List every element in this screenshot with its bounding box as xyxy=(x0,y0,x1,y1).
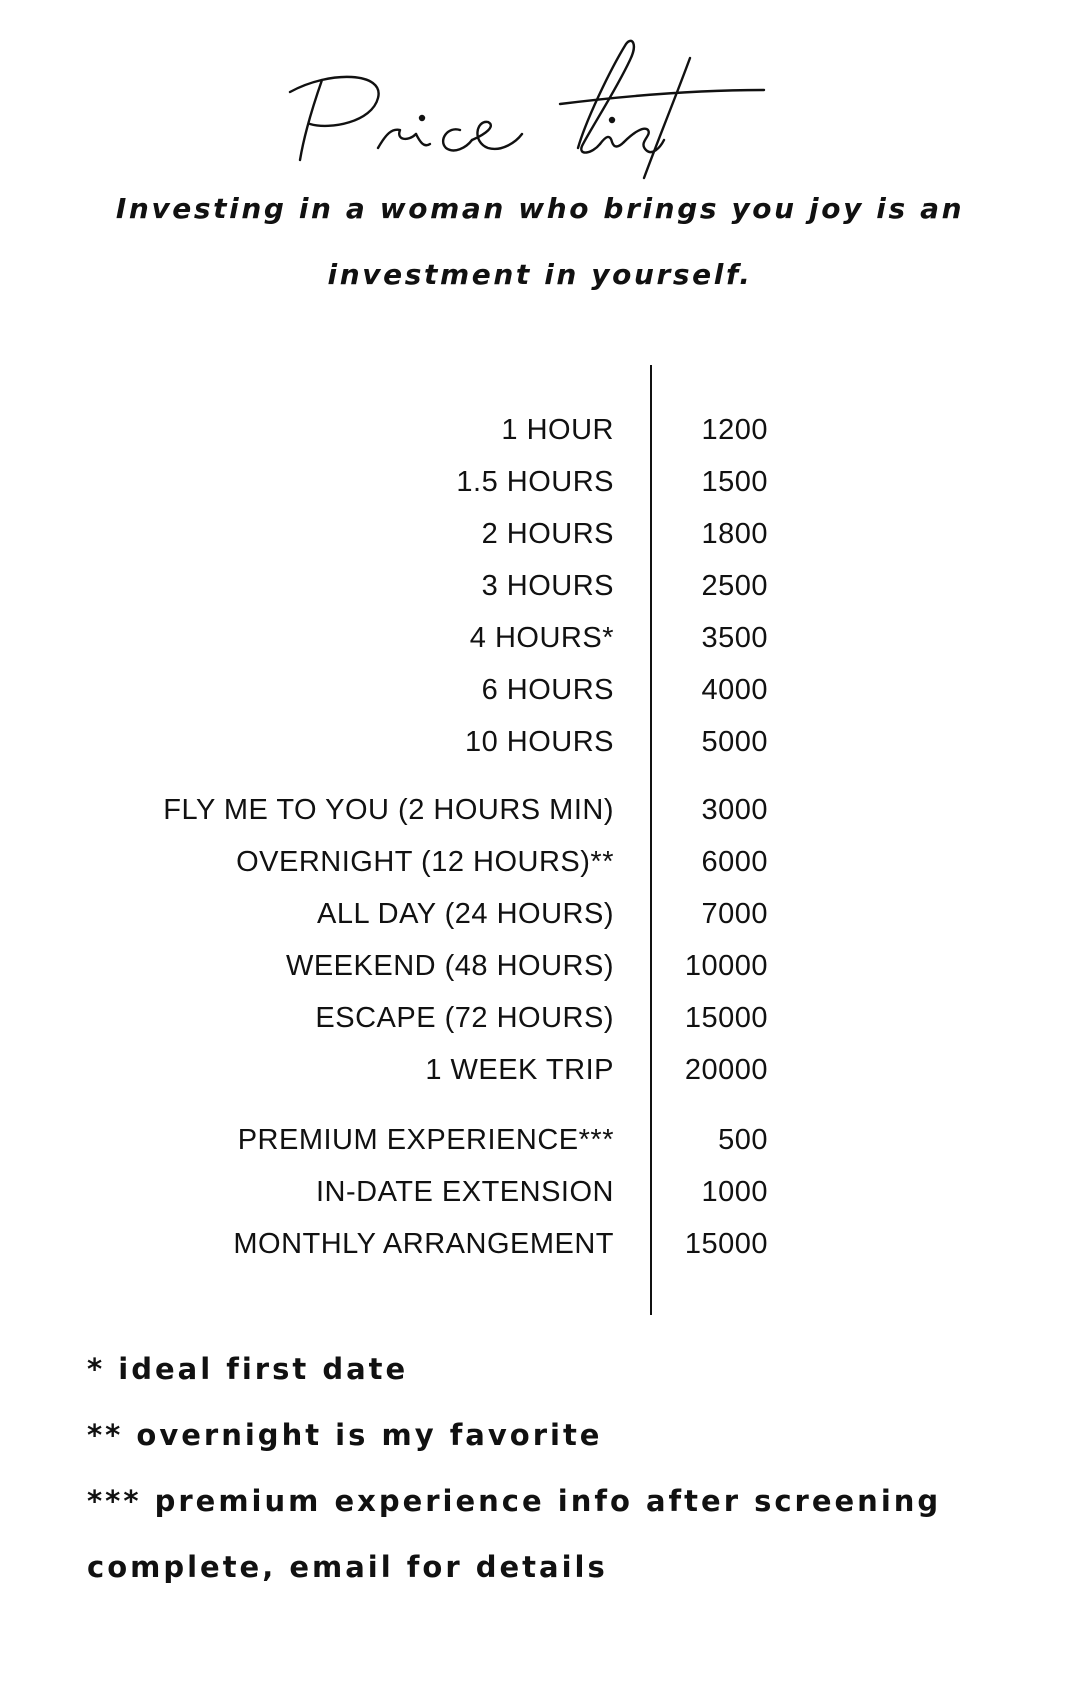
price-row xyxy=(0,950,1080,990)
price-row xyxy=(0,794,1080,834)
service-price: 15000 xyxy=(684,1002,768,1034)
service-label: 1 WEEK TRIP xyxy=(425,1054,614,1086)
price-row xyxy=(0,1002,1080,1042)
service-label: 2 HOURS xyxy=(481,518,614,550)
footnote: * ideal first date xyxy=(87,1352,409,1386)
service-label: 1 HOUR xyxy=(501,414,614,446)
price-row xyxy=(0,1176,1080,1216)
footnote: complete, email for details xyxy=(87,1550,608,1584)
service-label: WEEKEND (48 HOURS) xyxy=(285,950,614,982)
price-row xyxy=(0,898,1080,938)
service-label: PREMIUM EXPERIENCE*** xyxy=(237,1124,614,1156)
price-row xyxy=(0,518,1080,558)
service-price: 1500 xyxy=(701,466,768,498)
price-row xyxy=(0,726,1080,766)
page-title xyxy=(0,30,1080,205)
service-price: 1800 xyxy=(701,518,768,550)
service-label: OVERNIGHT (12 HOURS)** xyxy=(236,846,614,878)
tagline-line-1: Investing in a woman who brings you joy is an xyxy=(115,192,965,225)
service-label: 6 HOURS xyxy=(481,674,614,706)
price-row xyxy=(0,414,1080,454)
service-price: 2500 xyxy=(701,570,768,602)
service-label: 1.5 HOURS xyxy=(456,466,614,498)
service-label: MONTHLY ARRANGEMENT xyxy=(233,1228,614,1260)
service-price: 1200 xyxy=(701,414,768,446)
service-price: 1000 xyxy=(701,1176,768,1208)
service-price: 500 xyxy=(718,1124,768,1156)
price-row xyxy=(0,846,1080,886)
service-label: IN-DATE EXTENSION xyxy=(316,1176,614,1208)
service-price: 3500 xyxy=(701,622,768,654)
service-price: 7000 xyxy=(701,898,768,930)
service-price: 6000 xyxy=(701,846,768,878)
tagline-line-2: investment in yourself. xyxy=(327,258,753,291)
service-label: ESCAPE (72 HOURS) xyxy=(315,1002,614,1034)
column-divider xyxy=(650,365,652,1315)
service-label: 3 HOURS xyxy=(481,570,614,602)
footnote: ** overnight is my favorite xyxy=(87,1418,603,1452)
service-price: 5000 xyxy=(701,726,768,758)
service-label: FLY ME TO YOU (2 HOURS MIN) xyxy=(163,794,614,826)
price-row xyxy=(0,622,1080,662)
price-row xyxy=(0,674,1080,714)
service-price: 3000 xyxy=(701,794,768,826)
service-label: 10 HOURS xyxy=(464,726,614,758)
service-price: 20000 xyxy=(684,1054,768,1086)
service-label: ALL DAY (24 HOURS) xyxy=(317,898,614,930)
service-price: 4000 xyxy=(701,674,768,706)
price-row xyxy=(0,466,1080,506)
script-title-graphic xyxy=(260,30,820,205)
service-label: 4 HOURS* xyxy=(469,622,614,654)
price-row xyxy=(0,1228,1080,1268)
price-row xyxy=(0,1054,1080,1094)
price-row xyxy=(0,1124,1080,1164)
price-row xyxy=(0,570,1080,610)
service-price: 10000 xyxy=(684,950,768,982)
service-price: 15000 xyxy=(684,1228,768,1260)
footnote: *** premium experience info after screening xyxy=(87,1484,942,1518)
